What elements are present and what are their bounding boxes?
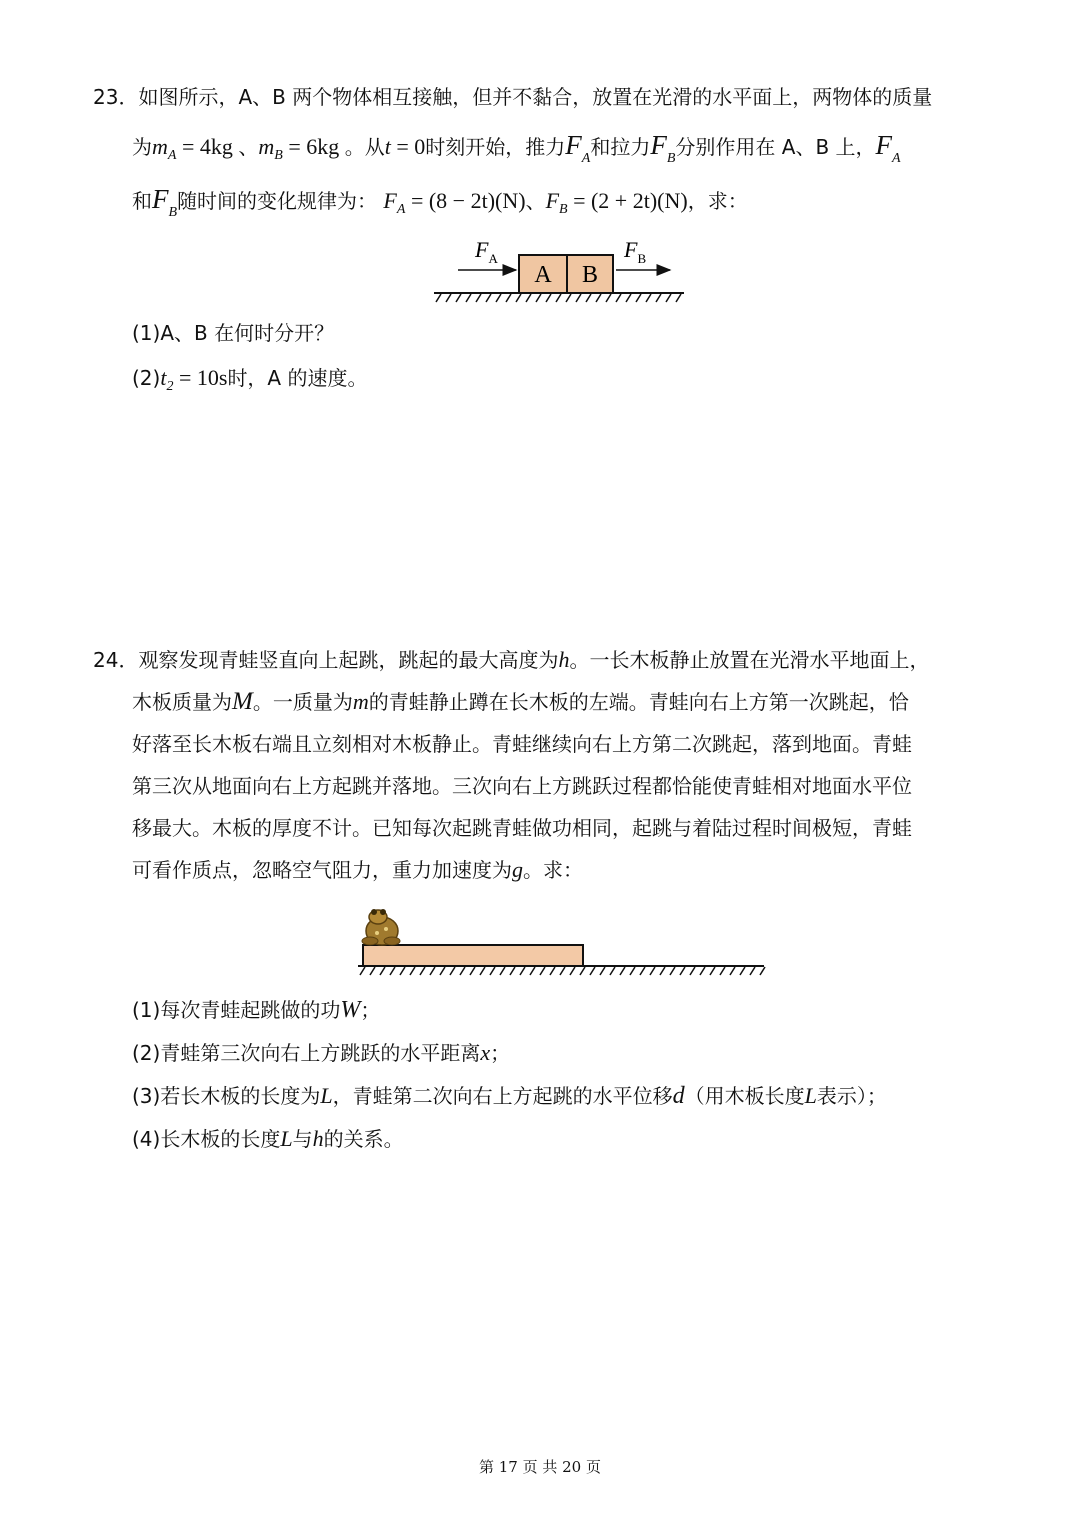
hatch-mark — [660, 967, 665, 975]
force-b-label: $F_B$ — [624, 237, 647, 266]
force-a-label: $F_A$ — [475, 237, 498, 266]
q23-number: 23． — [93, 85, 139, 109]
q24-sub-3: (3)若长木板的长度为L，青蛙第二次向右上方起跳的水平位移d（用木板长度L表示）； — [132, 1083, 887, 1109]
q24-line-1: 24．观察发现青蛙竖直向上起跳，跳起的最大高度为h。一长木板静止放置在光滑水平地面上， — [93, 647, 930, 672]
hatch-mark — [570, 967, 575, 975]
q23-line-3: 和$F_B$随时间的变化规律为： $F_A = (8 - 2t)(N)$、$F_B = (2 + 2t)(N)$，求： — [132, 184, 748, 220]
hatch-mark — [540, 967, 545, 975]
hatch-mark — [410, 967, 415, 975]
hatch-mark — [450, 967, 455, 975]
hatch-mark — [580, 967, 585, 975]
hatch-mark — [636, 294, 641, 302]
hatch-mark — [536, 294, 541, 302]
hatch-mark — [666, 294, 671, 302]
block-b-label: B — [581, 262, 599, 288]
hatch-mark — [500, 967, 505, 975]
hatch-mark — [606, 294, 611, 302]
hatch-mark — [430, 967, 435, 975]
hatch-mark — [400, 967, 405, 975]
hatch-mark — [650, 967, 655, 975]
hatch-mark — [600, 967, 605, 975]
hatch-mark — [576, 294, 581, 302]
q24-line-6: 可看作质点，忽略空气阻力，重力加速度为g。求： — [132, 857, 583, 882]
hatch-mark — [560, 967, 565, 975]
hatch-mark — [616, 294, 621, 302]
q24-line-5: 移最大。木板的厚度不计。已知每次起跳青蛙做功相同，起跳与着陆过程时间极短，青蛙 — [132, 816, 912, 840]
ground-hatch — [360, 967, 765, 975]
hatch-mark — [496, 294, 501, 302]
hatch-mark — [680, 967, 685, 975]
q23-sub-1: (1)A、B 在何时分开？ — [132, 321, 335, 345]
hatch-mark — [420, 967, 425, 975]
hatch-mark — [670, 967, 675, 975]
q24-sub-1: (1)每次青蛙起跳做的功W； — [132, 997, 381, 1023]
hatch-mark — [466, 294, 471, 302]
hatch-mark — [370, 967, 375, 975]
hatch-mark — [710, 967, 715, 975]
hatch-mark — [456, 294, 461, 302]
q24-figure — [350, 895, 770, 985]
q23-line-1: 23．如图所示，A、B 两个物体相互接触，但并不黏合，放置在光滑的水平面上，两物体的质量 — [93, 85, 933, 109]
q24-line-2: 木板质量为M。一质量为m的青蛙静止蹲在长木板的左端。青蛙向右上方第一次跳起，恰 — [132, 688, 909, 715]
hatch-mark — [520, 967, 525, 975]
hatch-mark — [480, 967, 485, 975]
hatch-mark — [446, 294, 451, 302]
hatch-mark — [760, 967, 765, 975]
hatch-mark — [720, 967, 725, 975]
q24-line-4: 第三次从地面向右上方起跳并落地。三次向右上方跳跃过程都恰能使青蛙相对地面水平位 — [132, 774, 912, 798]
hatch-mark — [460, 967, 465, 975]
hatch-mark — [656, 294, 661, 302]
hatch-mark — [556, 294, 561, 302]
hatch-mark — [566, 294, 571, 302]
hatch-mark — [490, 967, 495, 975]
hatch-mark — [476, 294, 481, 302]
frog-icon — [362, 909, 400, 945]
hatch-mark — [530, 967, 535, 975]
hatch-mark — [440, 967, 445, 975]
q24-sub-2: (2)青蛙第三次向右上方跳跃的水平距离x； — [132, 1040, 511, 1065]
hatch-mark — [646, 294, 651, 302]
page-footer: 第 17 页 共 20 页 — [478, 1458, 601, 1476]
hatch-mark — [730, 967, 735, 975]
hatch-mark — [380, 967, 385, 975]
hatch-mark — [390, 967, 395, 975]
ground-hatch — [436, 294, 681, 302]
hatch-mark — [506, 294, 511, 302]
block-a-label: A — [534, 262, 552, 288]
hatch-mark — [550, 967, 555, 975]
hatch-mark — [676, 294, 681, 302]
hatch-mark — [750, 967, 755, 975]
hatch-mark — [610, 967, 615, 975]
hatch-mark — [586, 294, 591, 302]
q24-sub-4: (4)长木板的长度L与h的关系。 — [132, 1126, 404, 1151]
q23-figure — [430, 230, 690, 310]
hatch-mark — [486, 294, 491, 302]
hatch-mark — [690, 967, 695, 975]
hatch-mark — [510, 967, 515, 975]
hatch-mark — [590, 967, 595, 975]
hatch-mark — [626, 294, 631, 302]
hatch-mark — [546, 294, 551, 302]
hatch-mark — [526, 294, 531, 302]
hatch-mark — [516, 294, 521, 302]
long-board — [363, 945, 583, 966]
q24-line-3: 好落至长木板右端且立刻相对木板静止。青蛙继续向右上方第二次跳起，落到地面。青蛙 — [132, 732, 912, 756]
q24-number: 24． — [93, 648, 139, 672]
hatch-mark — [596, 294, 601, 302]
hatch-mark — [620, 967, 625, 975]
hatch-mark — [360, 967, 365, 975]
hatch-mark — [740, 967, 745, 975]
hatch-mark — [470, 967, 475, 975]
q23-line-2: 为$m_A = 4kg$ 、$m_B = 6kg$ 。从t = 0时刻开始，推力$F_A$和拉力$F_B$分别作用在 A、B 上，$F_A$ — [132, 130, 901, 166]
hatch-mark — [436, 294, 441, 302]
hatch-mark — [640, 967, 645, 975]
q23-sub-2: $(2)t_2 = 10s$时，A 的速度。 — [132, 365, 368, 394]
hatch-mark — [630, 967, 635, 975]
hatch-mark — [700, 967, 705, 975]
